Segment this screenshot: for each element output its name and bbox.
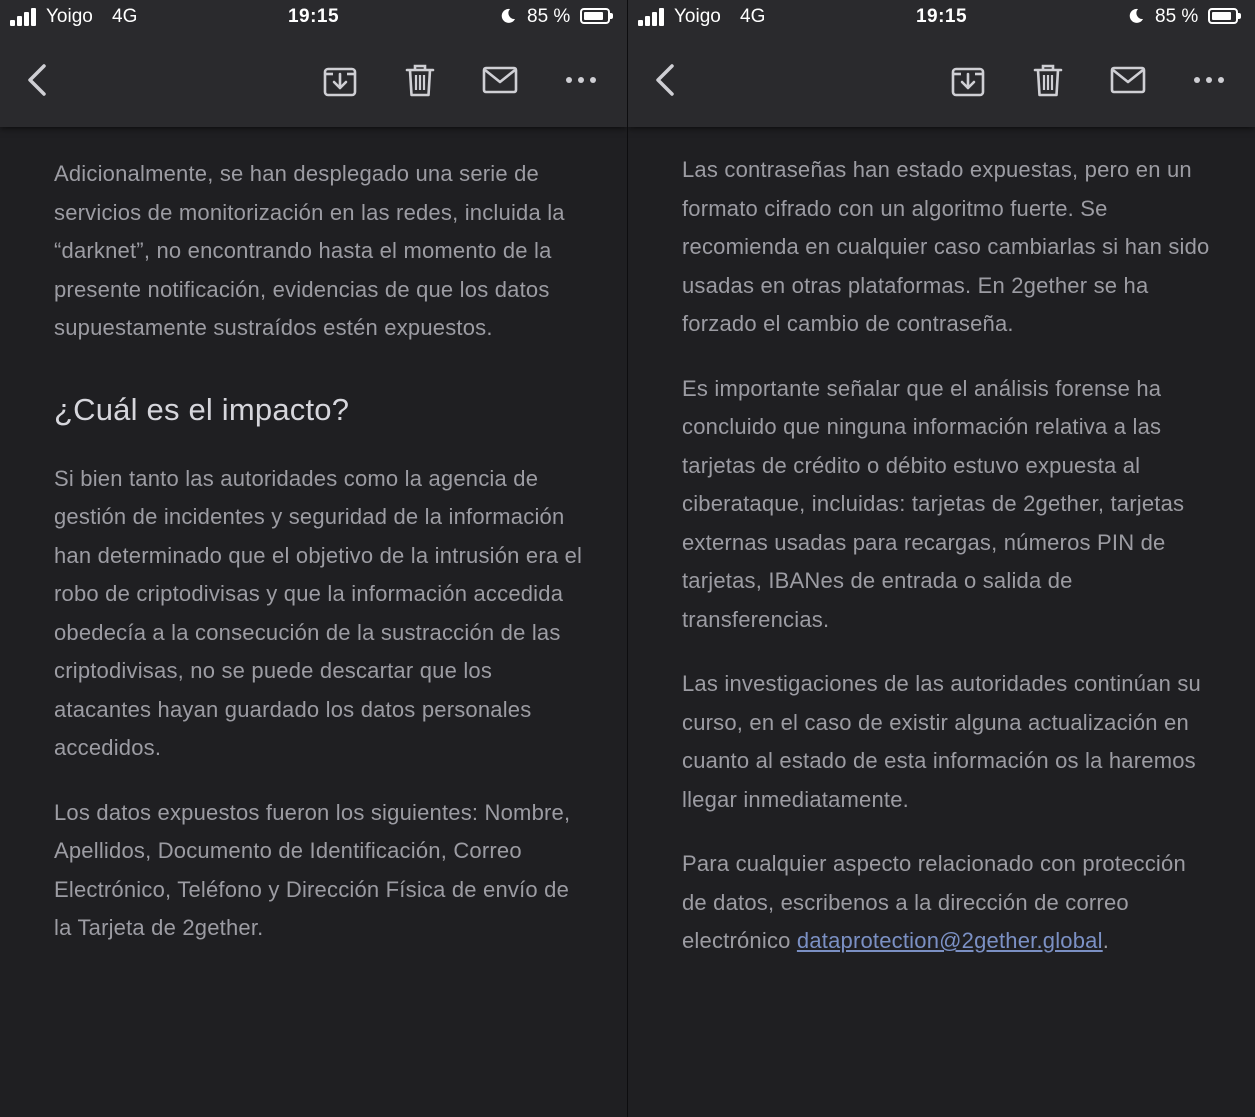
- paragraph-investigation: Las investigaciones de las autoridades continúan su curso, en el caso de existir alguna actualización en cuanto al estado de esta información os la haremos llegar inmediatamente.: [682, 671, 1201, 812]
- network-type: 4G: [112, 6, 138, 27]
- archive-icon[interactable]: [322, 62, 358, 98]
- contact-period: .: [1102, 928, 1110, 953]
- status-bar: [0, 0, 627, 36]
- mail-icon[interactable]: [1110, 62, 1146, 98]
- paragraph-impact: Si bien tanto las autoridades como la agencia de gestión de incidentes y seguridad de la información han determinado que el objetivo de la intrusión era el robo de criptodivisas y que la información accedida obedecía a la consecución de la sustracción de las criptodivisas, no se puede descartar que los atacantes hayan guardado los datos personales accedidos.: [54, 465, 583, 760]
- mail-icon[interactable]: [482, 62, 518, 98]
- archive-icon[interactable]: [950, 62, 986, 98]
- clock: 19:15: [287, 6, 340, 27]
- paragraph-cards: Es importante señalar que el análisis forense ha concluido que ninguna información relativa a las tarjetas de crédito o débito estuvo expuesta al ciberataque, incluidas: tarjetas de 2gether, tarjetas externas usadas para recargas, números PIN de tarjetas, IBANes de entrada o salida de transferencias.: [682, 375, 1185, 632]
- status-bar: [628, 0, 1255, 36]
- paragraph-monitoring: Adicionalmente, se han desplegado una serie de servicios de monitorización en las redes, incluida la “darknet”, no encontrando hasta el momento de la presente notificación, evidencias de que los datos supuestamente sustraídos estén expuestos.: [54, 161, 565, 340]
- battery-fill: [584, 12, 603, 20]
- battery-percent: 85 %: [527, 6, 571, 27]
- contact-text: Para cualquier aspecto relacionado con protección de datos, escribenos a la dirección de correo electrónico: [682, 851, 1186, 953]
- paragraph-contact: [682, 845, 1215, 961]
- trash-icon[interactable]: [402, 62, 438, 98]
- battery-fill: [1212, 12, 1231, 20]
- email-body: [54, 155, 587, 974]
- paragraph-passwords: Las contraseñas han estado expuestas, pero en un formato cifrado con un algoritmo fuerte. Se recomienda en cualquier caso cambiarlas si han sido usadas en otras plataformas. En 2gether se ha forzado el cambio de contraseña.: [682, 157, 1210, 336]
- email-body: [682, 151, 1215, 987]
- moon-icon: [1128, 8, 1144, 24]
- paragraph-exposed-data: Los datos expuestos fueron los siguientes: Nombre, Apellidos, Documento de Identificación, Correo Electrónico, Teléfono y Dirección Física de envío de la Tarjeta de 2gether.: [54, 799, 571, 940]
- left-screen: [0, 0, 627, 1117]
- top-toolbar: [628, 0, 1255, 127]
- carrier-name: Yoigo: [674, 6, 721, 27]
- moon-icon: [500, 8, 516, 24]
- top-toolbar: [0, 0, 627, 127]
- battery-icon: [1208, 8, 1238, 24]
- battery-percent: 85 %: [1155, 6, 1199, 27]
- back-chevron-icon[interactable]: [648, 62, 684, 98]
- right-screen: [627, 0, 1255, 1117]
- battery-icon: [580, 8, 610, 24]
- trash-icon[interactable]: [1030, 62, 1066, 98]
- carrier-name: Yoigo: [46, 6, 93, 27]
- network-type: 4G: [740, 6, 766, 27]
- more-icon[interactable]: [563, 62, 599, 98]
- email-link[interactable]: dataprotection@2gether.global: [796, 928, 1103, 953]
- more-icon[interactable]: [1191, 62, 1227, 98]
- clock: 19:15: [915, 6, 968, 27]
- section-heading-impact: ¿Cuál es el impacto?: [54, 391, 350, 427]
- back-chevron-icon[interactable]: [20, 62, 56, 98]
